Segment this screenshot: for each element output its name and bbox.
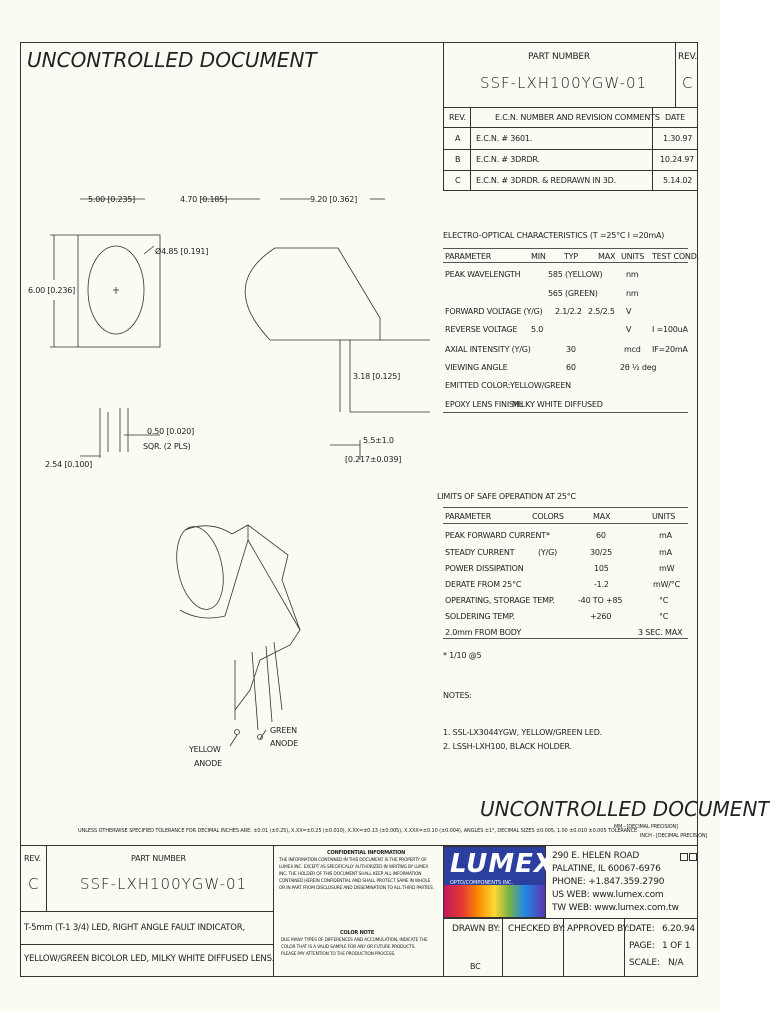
eo-cond: IF=20mA	[652, 345, 688, 354]
address-line: PHONE: +1.847.359.2790	[552, 877, 665, 887]
lim-max: 105	[594, 564, 609, 573]
eo-units: V	[626, 325, 632, 334]
uncontrolled-stamp-top: UNCONTROLLED DOCUMENT	[27, 48, 317, 72]
confidential-line: THE INFORMATION CONTAINED IN THIS DOCUMENT IS THE PROPERTY OF	[279, 858, 427, 863]
lim-units: mA	[659, 531, 672, 540]
lim-param: STEADY CURRENT	[445, 548, 515, 557]
rev-row-desc: E.C.N. # 3DRDR. & REDRAWN IN 3D.	[476, 176, 616, 185]
date-col-header: DATE	[665, 113, 686, 122]
lumex-logo	[443, 846, 555, 918]
page-value: 1 OF 1	[662, 941, 691, 951]
date-value: 6.20.94	[662, 924, 695, 934]
color-note-line: DUE MANY TYPES OF DIFFERENCES AND ACCUMULATION, INDICATE THE	[281, 938, 428, 943]
rev-row-date: 10.24.97	[660, 155, 695, 164]
lim-header: UNITS	[652, 512, 676, 521]
dim-lead-height: 3.18 [0.125]	[353, 372, 401, 381]
eo-min: 5.0	[531, 325, 544, 334]
desc-col-header: E.C.N. NUMBER AND REVISION COMMENTS	[495, 113, 660, 122]
rev-row-rev: C	[455, 176, 461, 185]
drawn-by: BC	[470, 962, 481, 971]
eo-typ: MILKY WHITE DIFFUSED	[512, 400, 603, 409]
uncontrolled-stamp-bottom: UNCONTROLLED DOCUMENT	[480, 797, 770, 821]
note-item: 2. LSSH-LXH100, BLACK HOLDER.	[443, 742, 572, 751]
color-note-title: COLOR NOTE	[340, 930, 375, 936]
rev-row-desc: E.C.N. # 3DRDR.	[476, 155, 540, 164]
lim-units: mA	[659, 548, 672, 557]
checked-by-label: CHECKED BY:	[508, 924, 566, 934]
address-line: 290 E. HELEN ROAD	[552, 851, 640, 861]
lim-header: COLORS	[532, 512, 564, 521]
eo-param: EPOXY LENS FINISH:	[445, 400, 523, 409]
units-note-inch: INCH - [DECIMAL PRECISION]	[640, 833, 708, 839]
logo-mark-icon	[680, 853, 688, 861]
lim-units: °C	[659, 596, 669, 605]
lim-units: 3 SEC. MAX	[638, 628, 683, 637]
footer-rev: C	[28, 875, 40, 893]
desc-line-1: T-5mm (T-1 3/4) LED, RIGHT ANGLE FAULT INDICATOR,	[24, 923, 245, 933]
mechanical-drawing	[20, 190, 440, 790]
eo-header: TYP	[564, 252, 578, 261]
eo-typ: YELLOW/GREEN	[510, 381, 571, 390]
eo-typ: 585 (YELLOW)	[548, 270, 603, 279]
logo-wordmark: LUMEX	[450, 849, 555, 879]
date-label: DATE:	[629, 924, 655, 934]
side-view-lens	[245, 248, 275, 340]
lim-param: DERATE FROM 25°C	[445, 580, 522, 589]
eo-header: TEST COND.	[652, 252, 700, 261]
confidential-line: OR IN PART FROM DISCLOSURE AND DISSEMINATION TO ALL THIRD PARTIES.	[279, 886, 434, 891]
isometric-view	[170, 522, 300, 746]
dim-pitch: 2.54 [0.100]	[45, 460, 93, 469]
lim-units: mW/°C	[653, 580, 680, 589]
dim-lead-sqr: SQR. (2 PLS)	[143, 442, 191, 451]
lim-units: °C	[659, 612, 669, 621]
eo-param: EMITTED COLOR:	[445, 381, 511, 390]
eo-param: VIEWING ANGLE	[445, 363, 508, 372]
eo-units: nm	[626, 270, 639, 279]
rev-row-rev: A	[455, 134, 461, 143]
dim-height: 6.00 [0.236]	[28, 286, 76, 295]
rev-col-header: REV.	[449, 113, 466, 122]
dim-width-front: 5.00 [0.235]	[88, 195, 136, 204]
yellow-label: YELLOW	[189, 745, 221, 754]
eo-header: MIN	[531, 252, 546, 261]
rev-label: REV.	[678, 52, 697, 62]
limits-title: LIMITS OF SAFE OPERATION AT 25°C	[437, 492, 576, 501]
confidential-line: INC, THE HOLDER OF THIS DOCUMENT SHALL KEEP ALL INFORMATION	[279, 872, 422, 877]
eo-typ: 30	[566, 345, 576, 354]
notes-title: NOTES:	[443, 691, 472, 700]
color-note-line: PLEASE PAY ATTENTION TO THE PRODUCTION PROCESS.	[281, 952, 396, 957]
desc-line-2: YELLOW/GREEN BICOLOR LED, MILKY WHITE DIFFUSED LENS.	[24, 954, 275, 964]
logo-subtitle: OPTO/COMPONENTS INC.	[450, 880, 514, 886]
page-label: PAGE:	[629, 941, 655, 951]
rev-row-desc: E.C.N. # 3601.	[476, 134, 533, 143]
lim-max: 30/25	[590, 548, 613, 557]
eo-param: REVERSE VOLTAGE	[445, 325, 518, 334]
front-view-body	[78, 235, 160, 347]
dim-width-body: 4.70 [0.185]	[180, 195, 228, 204]
confidential-line: CONTAINED HEREIN CONFIDENTIAL AND SHALL PROTECT SAME IN WHOLE	[279, 879, 431, 884]
lim-param: SOLDERING TEMP.	[445, 612, 515, 621]
eo-param: AXIAL INTENSITY (Y/G)	[445, 345, 531, 354]
eo-typ: 2.1/2.2	[555, 307, 582, 316]
eo-param: FORWARD VOLTAGE (Y/G)	[445, 307, 543, 316]
part-number-label: PART NUMBER	[528, 52, 590, 62]
footer-part-label: PART NUMBER	[131, 854, 186, 863]
rev-row-rev: B	[455, 155, 461, 164]
address-line: PALATINE, IL 60067-6976	[552, 864, 661, 874]
lim-max: 60	[596, 531, 606, 540]
lim-max: +260	[590, 612, 612, 621]
footer-rev-label: REV.	[24, 854, 41, 863]
confidential-title: CONFIDENTIAL INFORMATION	[327, 850, 406, 856]
limits-footnote: * 1/10 @5	[443, 651, 482, 660]
address-line: US WEB: www.lumex.com	[552, 890, 664, 900]
lim-param: 2.0mm FROM BODY	[445, 628, 522, 637]
green-anode-label: ANODE	[270, 739, 298, 748]
lim-units: mW	[659, 564, 675, 573]
color-note-line: COLOR THAT IS A VALID SAMPLE FOR ANY OR FUTURE PRODUCTS.	[281, 945, 416, 950]
electro-title: ELECTRO-OPTICAL CHARACTERISTICS (T =25°C I =20mA)	[443, 231, 665, 240]
eo-units: mcd	[624, 345, 641, 354]
lim-max: -1.2	[594, 580, 609, 589]
logo-mark-icon	[689, 853, 697, 861]
lim-param: OPERATING, STORAGE TEMP.	[445, 596, 555, 605]
confidential-line: LUMEX INC. EXCEPT AS SPECIFICALLY AUTHORIZED IN WRITING BY LUMEX	[279, 865, 429, 870]
dim-lens-diameter: Ø4.85 [0.191]	[155, 247, 209, 256]
eo-typ: 60	[566, 363, 576, 372]
rev-row-date: 1.30.97	[663, 134, 693, 143]
dim-lead-length: 5.5±1.0	[363, 436, 394, 445]
address-line: TW WEB: www.lumex.com.tw	[552, 903, 679, 913]
yellow-anode-label: ANODE	[194, 759, 222, 768]
eo-param: PEAK WAVELENGTH	[445, 270, 521, 279]
eo-header: PARAMETER	[445, 252, 492, 261]
rev-value: C	[682, 74, 694, 92]
lim-colors: (Y/G)	[538, 548, 558, 557]
green-label: GREEN	[270, 726, 297, 735]
lim-header: MAX	[593, 512, 611, 521]
scale-value: N/A	[668, 958, 684, 968]
rev-row-date: 5.14.02	[663, 176, 693, 185]
lim-param: POWER DISSIPATION	[445, 564, 524, 573]
dim-depth: 9.20 [0.362]	[310, 195, 358, 204]
eo-max: 2.5/2.5	[588, 307, 615, 316]
approved-by-label: APPROVED BY:	[567, 924, 630, 934]
drawn-by-label: DRAWN BY:	[452, 924, 501, 934]
lim-max: -40 TO +85	[578, 596, 623, 605]
note-item: 1. SSL-LX3044YGW, YELLOW/GREEN LED.	[443, 728, 602, 737]
lim-header: PARAMETER	[445, 512, 492, 521]
eo-header: MAX	[598, 252, 616, 261]
eo-header: UNITS	[621, 252, 645, 261]
part-number: SSF-LXH100YGW-01	[480, 74, 648, 92]
units-note-mm: MM - [DECIMAL PRECISION]	[614, 824, 678, 830]
footer-part-number: SSF-LXH100YGW-01	[80, 875, 248, 893]
scale-label: SCALE:	[629, 958, 660, 968]
eo-typ: 565 (GREEN)	[548, 289, 598, 298]
lim-param: PEAK FORWARD CURRENT*	[445, 531, 550, 540]
dim-lead-size: 0.50 [0.020]	[147, 427, 195, 436]
eo-units: 2θ ½ deg	[620, 363, 657, 372]
eo-units: V	[626, 307, 632, 316]
eo-cond: I =100uA	[652, 325, 688, 334]
eo-units: nm	[626, 289, 639, 298]
tolerance-note: UNLESS OTHERWISE SPECIFIED TOLERANCE FOR DECIMAL INCHES ARE: ±0.01 (±0.25), X.XX=±0.25 (±0.010), X.XX=±0.13 (±0.005), X.XXX=±0.10 (±0.004), ANGLES ±1°, DECIMAL SIZES ±0.005, 1.00 ±0.010 ±0.005 TOLERANCE	[78, 828, 638, 834]
dim-lead-length-inch: [0.217±0.039]	[345, 455, 402, 464]
